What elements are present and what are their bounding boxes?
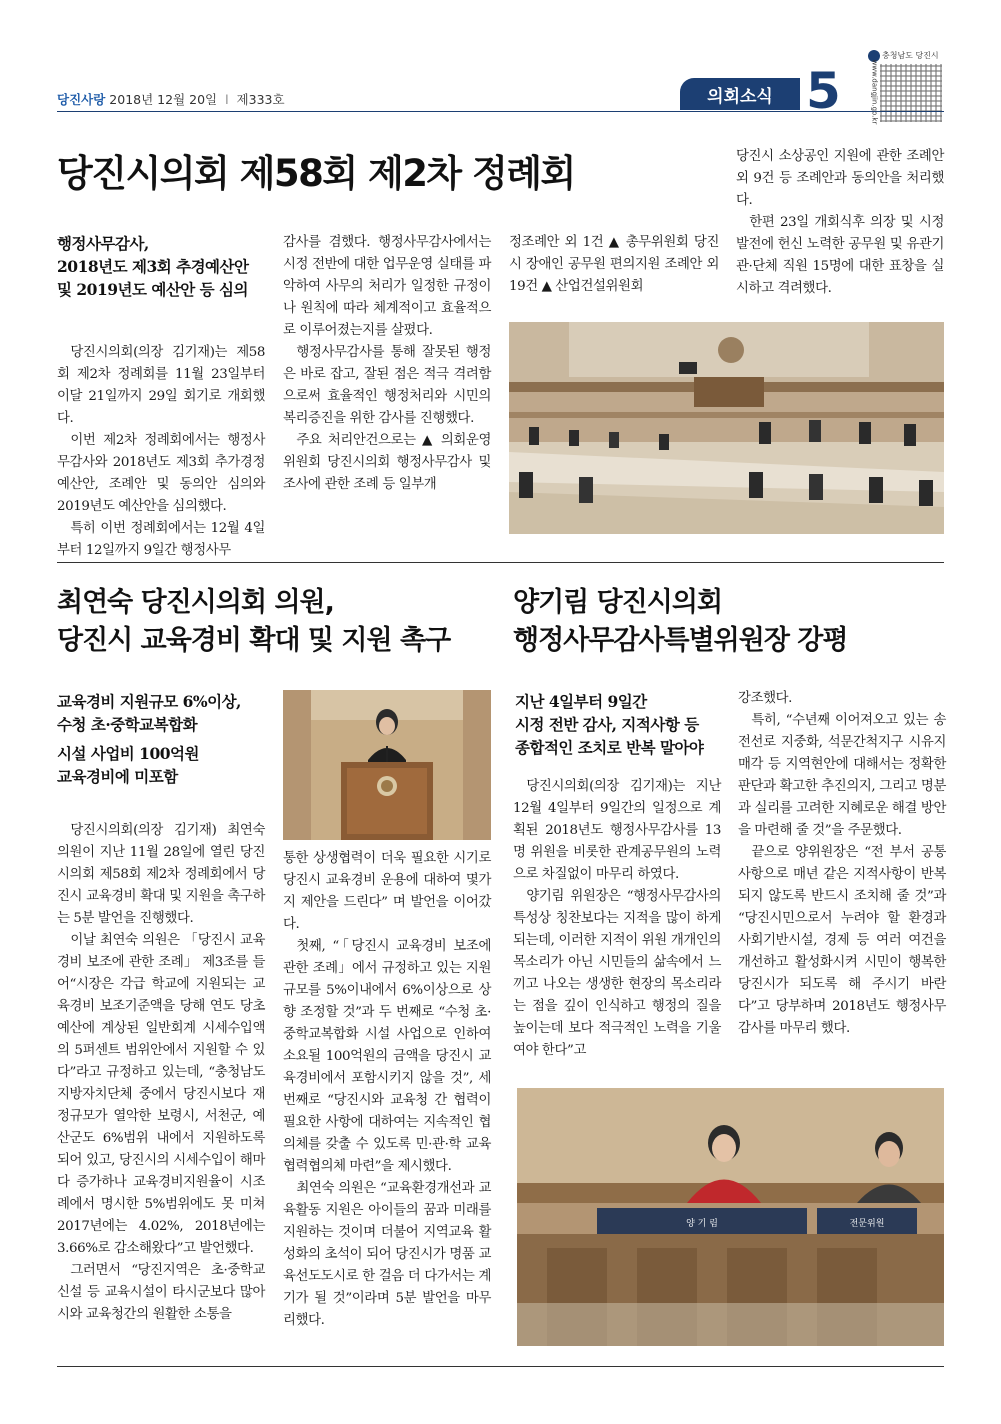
article1-subhead [57,232,267,301]
org-name: 충청남도 당진시 [882,51,939,60]
paragraph: 행정사무감사를 통해 잘못된 행정은 바로 잡고, 잘된 점은 적극 격려함으로써 효율적인 행정처리와 시민의 복리증진을 위한 감사를 진행했다. [283,345,491,426]
article1-column-3 [509,232,719,298]
article3-subhead-line: 시정 전반 감사, 지적사항 등 [515,715,699,734]
article3-title [513,584,953,660]
article3-subhead [515,690,730,759]
article3-subhead-line: 지난 4일부터 9일간 [515,692,647,711]
paragraph: 주요 처리안건으로는 ▲ 의회운영위원회 당진시의회 행정사무감사 및 조사에 관한 조례 등 일부개 [283,433,491,492]
paragraph: 당진시의회(의장 김기재)는 제58회 제2차 정례회를 11월 23일부터 이달 21일까지 29일 회기로 개회했다. [57,345,265,426]
paragraph: 이번 제2차 정례회에서는 행정사무감사와 2018년도 제3회 추가경정예산안, 조례안 및 동의안 심의와 2019년도 예산안을 심의했다. [57,433,265,514]
article1-subhead-line: 2018년도 제3회 추경예산안 [57,257,249,276]
article2-subhead-1 [57,690,272,736]
paragraph: 특히, “수년째 이어져오고 있는 송전선로 지중화, 석문간척지구 시유지 매각 등 지역현안에 대해서는 정확한 판단과 확고한 추진의지, 그리고 명분과 실리를 고려한 지혜로운 해결 방안을 마련해 줄 것”을 주문했다. [738,713,946,838]
article2-title [57,584,497,660]
paragraph: 감사를 겸했다. 행정사무감사에서는 시정 전반에 대한 업무운영 실태를 파악하여 사무의 처리가 일정한 규정이나 원칙에 따라 체계적이고 효율적으로 이루어졌는지를 살폈다. [283,235,491,338]
header-rule [57,111,944,112]
committee-chair-photo [517,1088,944,1346]
article3-column-1 [513,776,721,1062]
bottom-rule [57,1366,944,1367]
qr-block [868,50,944,125]
nameplate-staff: 전문위원 [849,1219,885,1229]
article2-subhead-line: 교육경비 지원규모 6%이상, [57,692,241,711]
article2-title-line: 당진시 교육경비 확대 및 지원 촉구 [57,625,451,656]
article3-title-line: 행정사무감사특별위원장 강평 [513,625,848,656]
article1-title: 당진시의회 제58회 제2차 정례회 [57,152,575,195]
article1-column-1 [57,342,265,562]
paragraph: 강조했다. [738,691,792,706]
paragraph: 최연숙 의원은 “교육환경개선과 교육활동 지원은 아이들의 꿈과 미래를 지원하는 것이며 더불어 지역교육 활성화의 초석이 되어 당진시가 명품 교육선도도시로 한 걸음 더 다가서는 계기가 될 것”이라며 5분 발언을 마무리했다. [283,1181,491,1328]
article2-column-2 [283,848,491,1332]
article1-subhead-line: 및 2019년도 예산안 등 심의 [57,280,248,299]
paragraph: 양기림 위원장은 “행정사무감사의 특성상 칭찬보다는 지적을 많이 하게 되는데, 이러한 지적이 위원 개개인의 목소리가 아닌 시민들의 삶속에서 느끼고 나오는 생생한 현장의 목소리라는 점을 깊이 인식하고 행정의 질을 높이는데 보다 적극적인 노력을 기울여야 한다”고 [513,889,721,1058]
issue-number: 제333호 [236,92,285,107]
article2-title-line: 최연숙 당진시의회 의원, [57,587,334,618]
masthead [57,90,285,108]
article2-subhead-line: 수청 초·중학교복합화 [57,715,198,734]
paragraph: 당진시의회(의장 김기재)는 지난 12월 4일부터 9일간의 일정으로 계획된 2018년도 행정사무감사를 13명 위원을 비롯한 관계공무원의 노력으로 차질없이 마무리 하였다. [513,779,721,882]
site-url: www.dangjin.go.kr [870,59,879,125]
paragraph: 첫째, “「당진시 교육경비 보조에 관한 조례」에서 규정하고 있는 지원규모를 5%이내에서 6%이상으로 상향 조정할 것”과 두 번째로 “수청 초·중학교복합화 시설 사업으로 인하여 소요될 100억원의 금액을 당진시 교육경비에서 포함시키지 않을 것”, 세 번째로 “당진시와 교육청 간 협력이 필요한 사항에 대하여는 지속적인 협의체를 갖출 수 있도록 민·관·학 교육협력협의체 마련”을 제시했다. [283,939,491,1174]
qr-code-icon [880,64,942,122]
article1-subhead-line: 행정사무감사, [57,234,149,253]
masthead-separator: l [225,92,229,107]
article3-subhead-line: 종합적인 조치로 반복 말아야 [515,738,704,757]
article1-column-4 [736,146,944,300]
paragraph: 정조례안 외 1건 ▲ 총무위원회 당진시 장애인 공무원 편의지원 조례안 외 19건 ▲ 산업건설위원회 [509,235,719,294]
article3-title-line: 양기림 당진시의회 [513,587,723,618]
section-tab: 의회소식 [680,78,800,110]
speaker-podium-photo [283,690,491,840]
article2-column-1 [57,820,265,1326]
nameplate-chair: 양 기 림 [686,1219,718,1229]
paragraph: 특히 이번 정례회에서는 12월 4일부터 12일까지 9일간 행정사무 [57,521,265,558]
article3-column-2 [738,688,946,1040]
paragraph: 이날 최연숙 의원은 「당진시 교육경비 보조에 관한 조례」 제3조를 들어“시장은 각급 학교에 지원되는 교육경비 보조기준액을 당해 연도 당초예산에 계상된 일반회계 시세수입액의 5퍼센트 범위안에서 지원할 수 있다”라고 규정하고 있는데, “충청남도 지방자치단체 중에서 당진시보다 재정규모가 열악한 보령시, 서천군, 예산군도 6%범위 내에서 지원하도록 되어 있고, 당진시의 시세수입이 해마다 증가하나 교육경비지원율이 시조례에서 명시한 5%범위에도 못 미쳐 2017년에는 4.02%, 2018년에는 3.66%로 감소해왔다”고 발언했다. [57,933,265,1256]
page-number: 5 [806,62,841,120]
brand-name: 당진사랑 [57,92,106,107]
issue-date: 2018년 12월 20일 [109,92,218,107]
section-divider [57,562,944,563]
article2-subhead-line: 교육경비에 미포함 [57,767,178,786]
paragraph: 통한 상생협력이 더욱 필요한 시기로 당진시 교육경비 운용에 대하여 몇가지 제안을 드린다” 며 발언을 이어갔다. [283,851,491,932]
article1-column-2 [283,232,491,496]
paragraph: 그러면서 “당진지역은 초·중학교 신설 등 교육시설이 타시군보다 많아 시와 교육청간의 원활한 소통을 [57,1263,265,1322]
article2-subhead-2 [57,742,272,788]
council-chamber-photo [509,322,944,534]
paragraph: 한편 23일 개회식후 의장 및 시정발전에 헌신 노력한 공무원 및 유관기관·단체 직원 15명에 대한 표창을 실시하고 격려했다. [736,215,944,296]
paragraph: 당진시 소상공인 지원에 관한 조례안 외 9건 등 조례안과 동의안을 처리했다. [736,149,944,208]
paragraph: 끝으로 양위원장은 “전 부서 공통사항으로 매년 같은 지적사항이 반복되지 않도록 반드시 조치해 줄 것”과 “당진시민으로서 누려야 할 환경과 사회기반시설, 경제 등 여러 여건을 개선하고 활성화시켜 시민이 행복한 당진시가 되도록 해 주시기 바란다”고 당부하며 2018년도 행정사무감사를 마무리 했다. [738,845,946,1036]
article2-subhead-line: 시설 사업비 100억원 [57,744,199,763]
paragraph: 당진시의회(의장 김기재) 최연숙 의원이 지난 11월 28일에 열린 당진시의회 제58회 제2차 정례회에서 당진시 교육경비 확대 및 지원을 촉구하는 5분 발언을 진행했다. [57,823,265,926]
